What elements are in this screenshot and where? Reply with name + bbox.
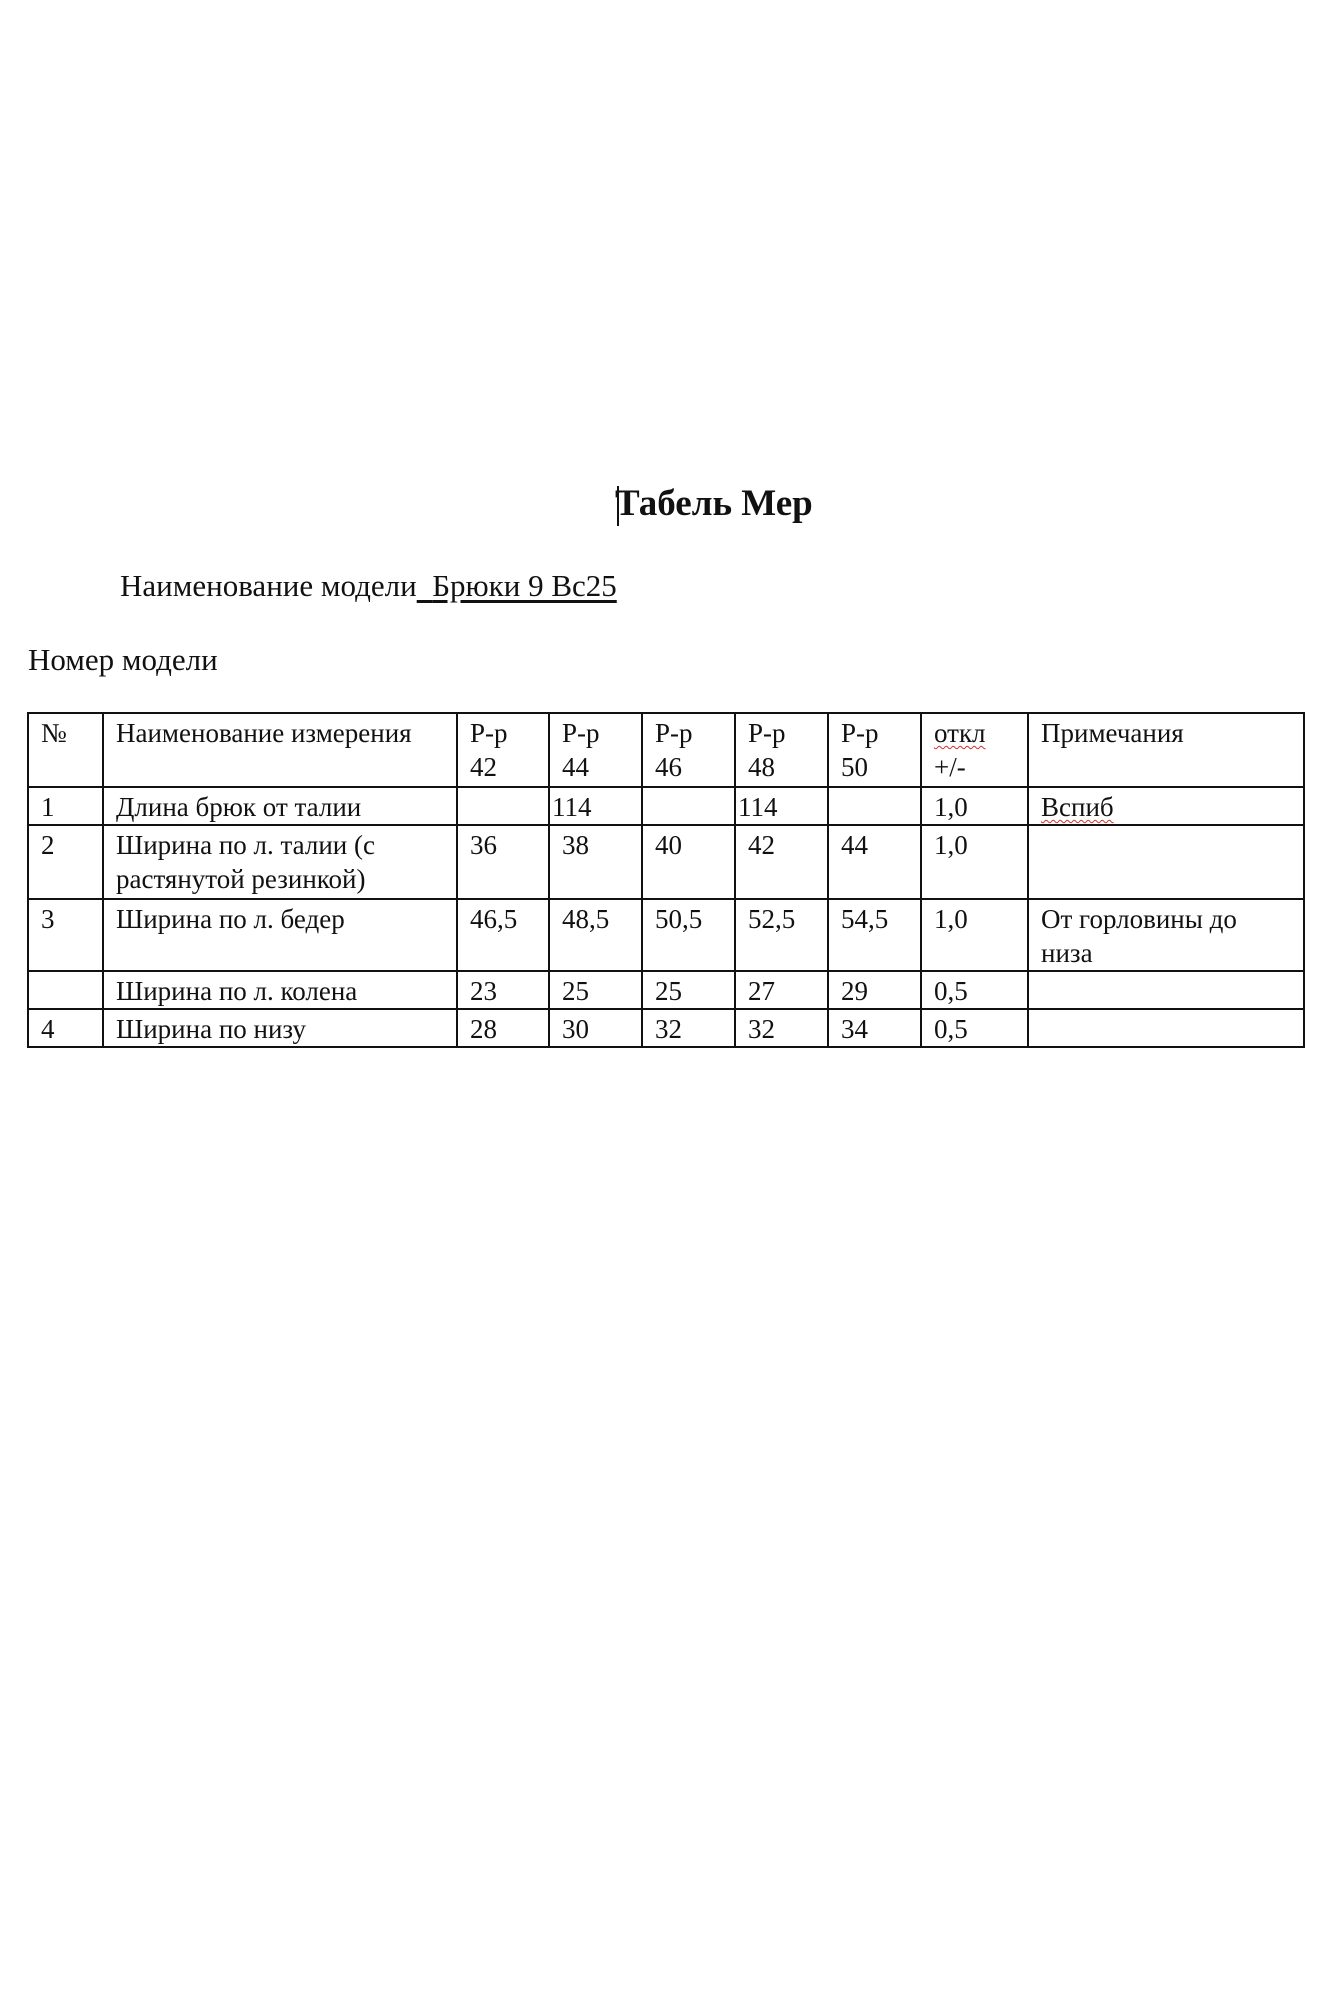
row-value-50 — [828, 787, 921, 825]
row-value-44: 30 — [549, 1009, 642, 1047]
row-value-48: 52,5 — [735, 899, 828, 971]
row-value-44: 114 — [549, 787, 642, 825]
row-tolerance: 1,0 — [921, 825, 1028, 899]
row-value-42: 23 — [457, 971, 549, 1009]
header-size-48: Р-р 48 — [735, 713, 828, 787]
row-measurement-name: Ширина по л. колена — [103, 971, 457, 1009]
row-measurement-name: Ширина по л. бедер — [103, 899, 457, 971]
row-value-50: 54,5 — [828, 899, 921, 971]
row-note: От горловины до низа — [1028, 899, 1304, 971]
header-size-44: Р-р 44 — [549, 713, 642, 787]
header-tolerance-sign: +/- — [934, 752, 966, 782]
table-header-row — [28, 713, 1304, 787]
header-number: № — [28, 713, 103, 787]
row-value-50: 29 — [828, 971, 921, 1009]
row-value-42 — [457, 787, 549, 825]
row-tolerance: 0,5 — [921, 1009, 1028, 1047]
row-value-46 — [642, 787, 735, 825]
row-note: Вспиб — [1028, 787, 1304, 825]
row-note — [1028, 1009, 1304, 1047]
table-row — [28, 1009, 1304, 1047]
row-value-48: 32 — [735, 1009, 828, 1047]
row-value-44: 25 — [549, 971, 642, 1009]
model-name-value: Брюки 9 Вс25 — [432, 568, 617, 603]
row-number: 4 — [28, 1009, 103, 1047]
table-row — [28, 899, 1304, 971]
row-tolerance: 1,0 — [921, 787, 1028, 825]
row-number: 3 — [28, 899, 103, 971]
table-row — [28, 971, 1304, 1009]
header-tolerance — [921, 713, 1028, 787]
row-value-46: 32 — [642, 1009, 735, 1047]
header-notes: Примечания — [1028, 713, 1304, 787]
header-size-42: Р-р 42 — [457, 713, 549, 787]
row-value-46: 25 — [642, 971, 735, 1009]
row-value-48: 114 — [735, 787, 828, 825]
row-value-42: 28 — [457, 1009, 549, 1047]
model-number-label: Номер модели — [28, 642, 218, 677]
row-number: 2 — [28, 825, 103, 899]
row-measurement-name: Ширина по низу — [103, 1009, 457, 1047]
row-number: 1 — [28, 787, 103, 825]
header-measurement-name: Наименование измерения — [103, 713, 457, 787]
table-row — [28, 787, 1304, 825]
row-value-42: 36 — [457, 825, 549, 899]
row-value-44: 48,5 — [549, 899, 642, 971]
row-measurement-name: Длина брюк от талии — [103, 787, 457, 825]
header-tolerance-label: откл — [934, 718, 986, 748]
row-value-44: 38 — [549, 825, 642, 899]
row-tolerance: 1,0 — [921, 899, 1028, 971]
table-row — [28, 825, 1304, 899]
row-value-50: 34 — [828, 1009, 921, 1047]
document-title: Табель Мер — [615, 483, 813, 524]
row-tolerance: 0,5 — [921, 971, 1028, 1009]
row-number — [28, 971, 103, 1009]
header-size-50: Р-р 50 — [828, 713, 921, 787]
row-measurement-name: Ширина по л. талии (с растянутой резинкой) — [103, 825, 457, 899]
row-value-46: 40 — [642, 825, 735, 899]
measurements-table — [27, 712, 1305, 1048]
row-value-50: 44 — [828, 825, 921, 899]
model-name-line — [120, 566, 617, 606]
header-size-46: Р-р 46 — [642, 713, 735, 787]
model-name-label: Наименование модели — [120, 568, 417, 603]
row-note — [1028, 825, 1304, 899]
row-value-42: 46,5 — [457, 899, 549, 971]
row-note — [1028, 971, 1304, 1009]
row-value-48: 42 — [735, 825, 828, 899]
row-value-46: 50,5 — [642, 899, 735, 971]
row-value-48: 27 — [735, 971, 828, 1009]
